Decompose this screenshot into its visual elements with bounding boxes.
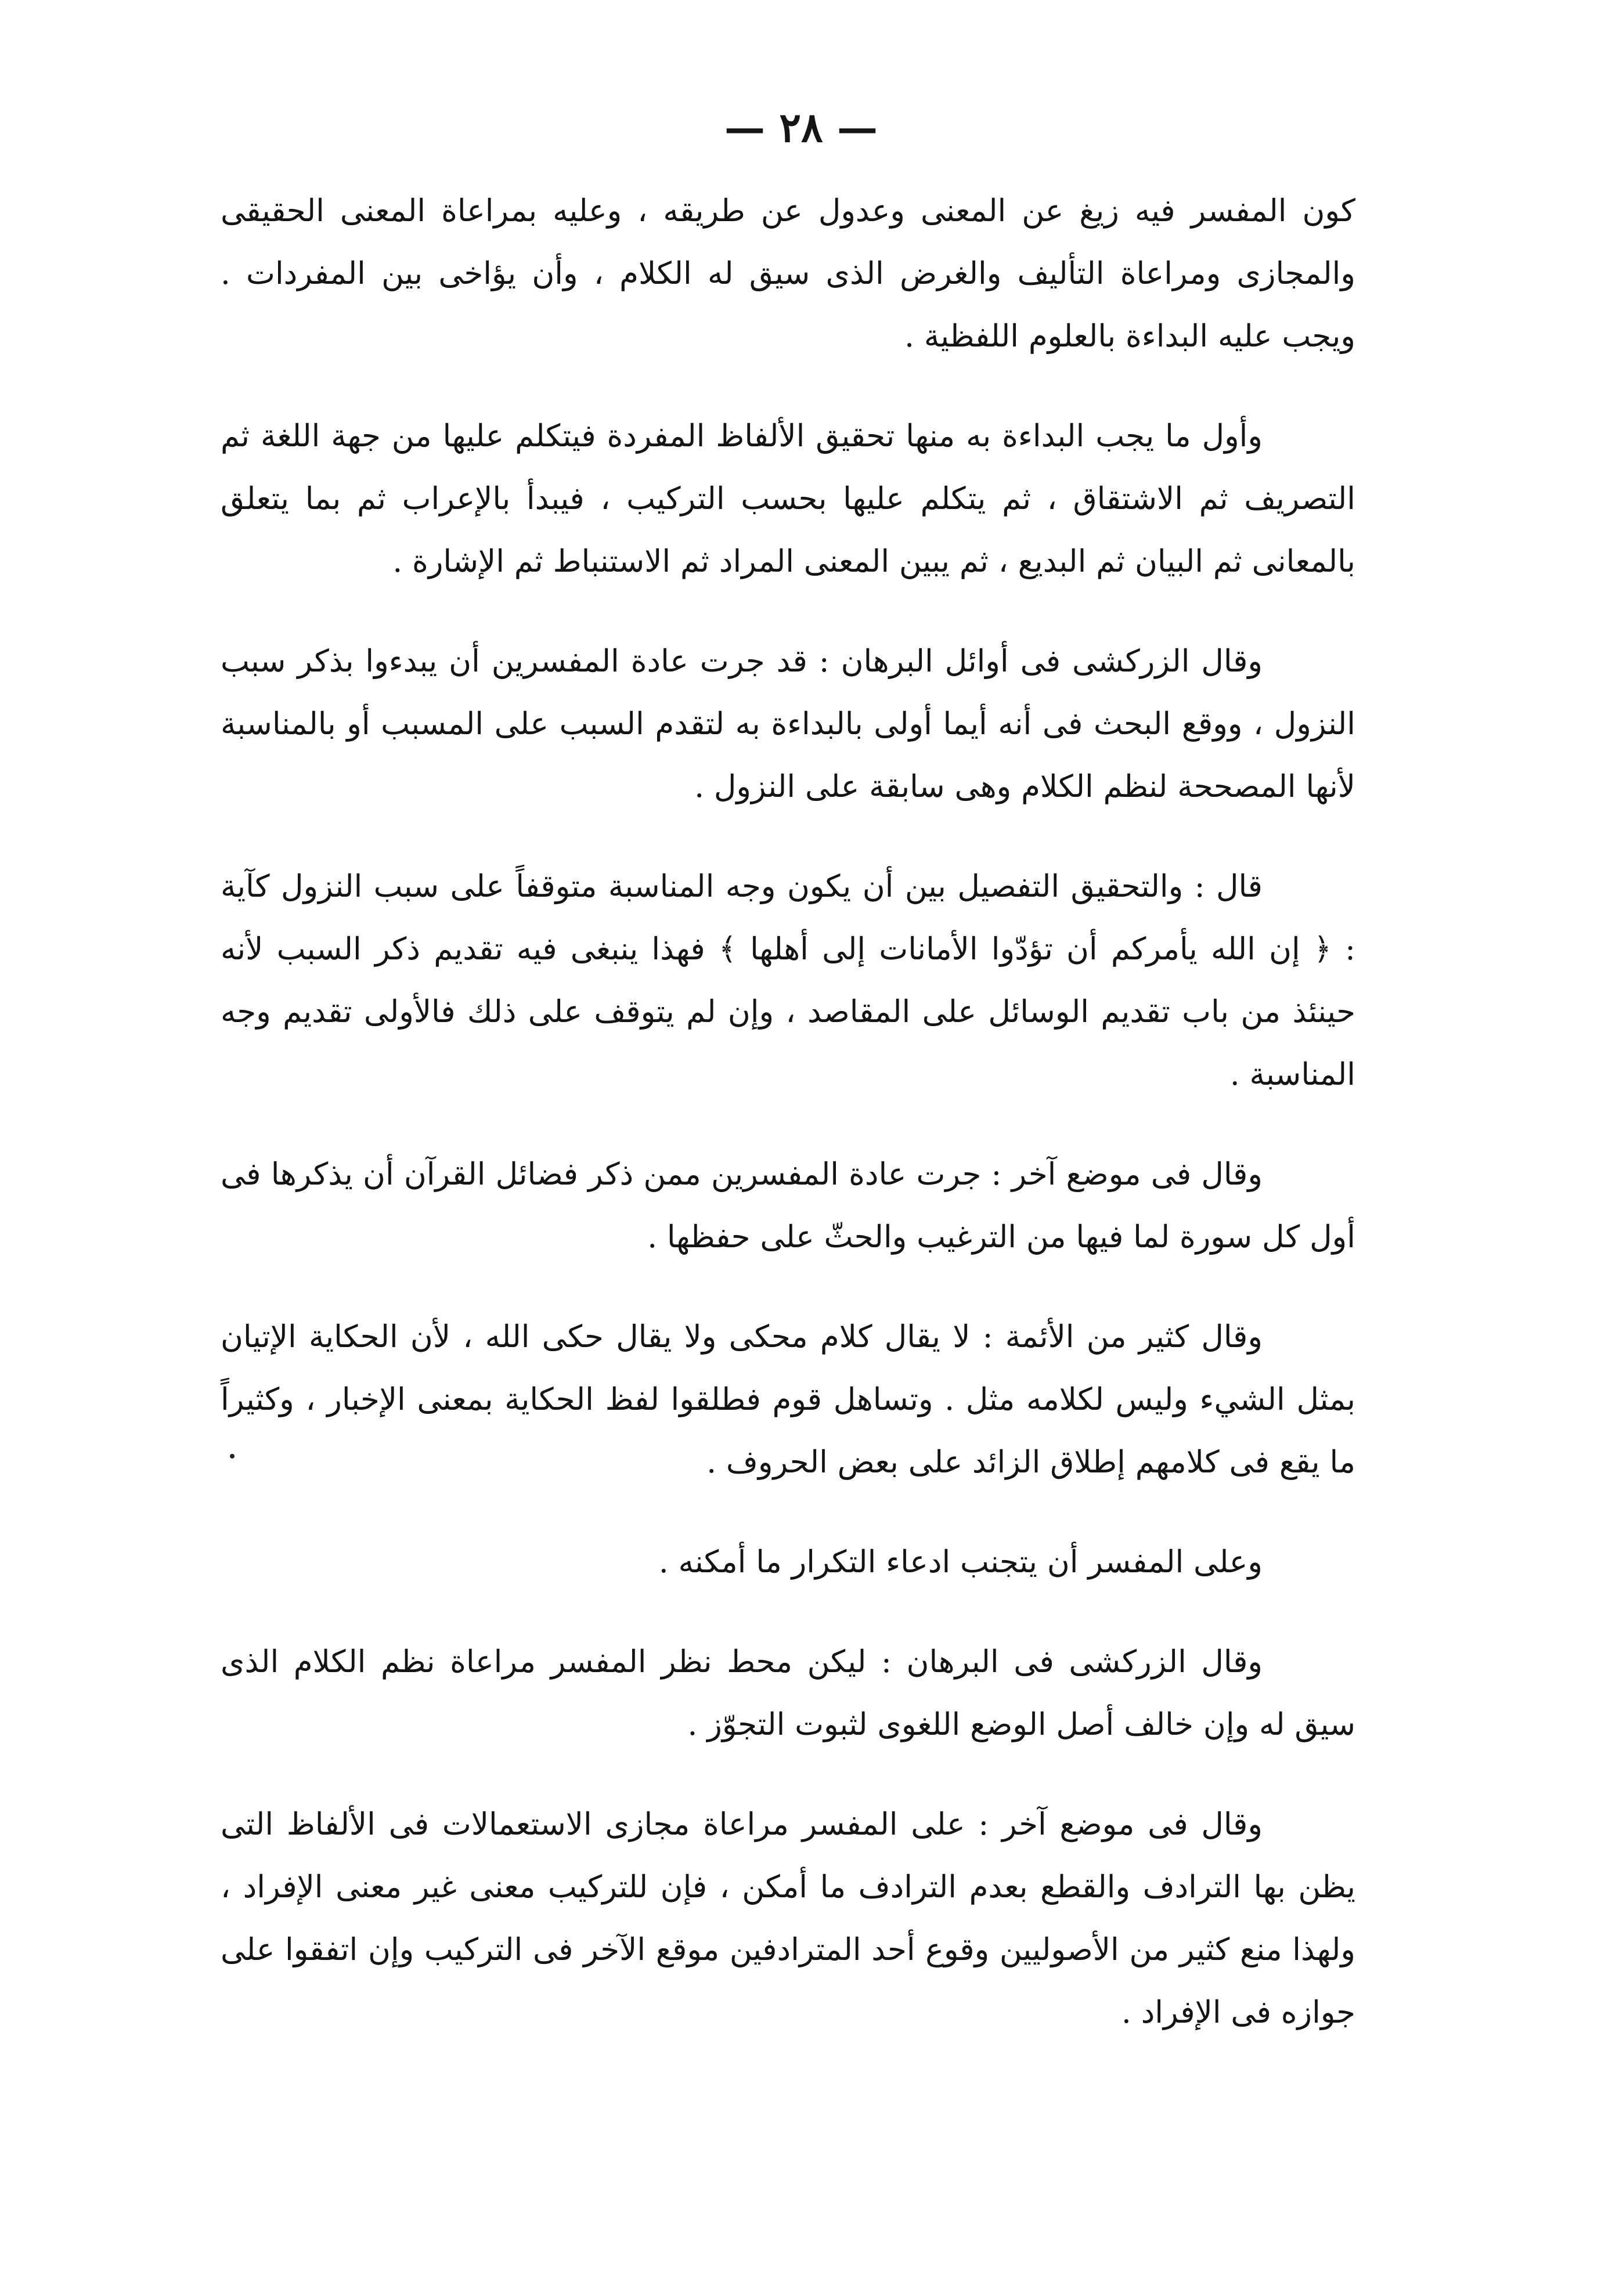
paragraph-5: وقال فى موضع آخر : جرت عادة المفسرين ممن ذكر فضائل القرآن أن يذكرها فى أول كل سورة لما فيها من الترغيب والحثّ على حفظها . bbox=[221, 1157, 1355, 1255]
body-text bbox=[221, 180, 1355, 2081]
paragraph-2: وأول ما يجب البداءة به منها تحقيق الألفاظ المفردة فيتكلم عليها من جهة اللغة ثم التصريف ثم الاشتقاق ، ثم يتكلم عليها بحسب التركيب ، فيبدأ بالإعراب ثم بما يتعلق بالمعانى ثم البيان ثم البديع ، ثم يبين المعنى المراد ثم الاستنباط ثم الإشارة . bbox=[221, 418, 1355, 579]
page-number: — ٢٨ — bbox=[724, 103, 878, 151]
paragraph-1: كون المفسر فيه زيغ عن المعنى وعدول عن طريقه ، وعليه بمراعاة المعنى الحقيقى والمجازى ومراعاة التأليف والغرض الذى سيق له الكلام ، وأن يؤاخى بين المفردات . ويجب عليه البداءة بالعلوم اللفظية . bbox=[221, 193, 1355, 354]
paragraph-9: وقال فى موضع آخر : على المفسر مراعاة مجازى الاستعمالات فى الألفاظ التى يظن بها الترادف والقطع بعدم الترادف ما أمكن ، فإن للتركيب معنى غير معنى الإفراد ، ولهذا منع كثير من الأصوليين وقوع أحد المترادفين موقع الآخر فى التركيب وإن اتفقوا على جوازه فى الإفراد . bbox=[221, 1807, 1355, 2030]
paragraph-8: وقال الزركشى فى البرهان : ليكن محط نظر المفسر مراعاة نظم الكلام الذى سيق له وإن خالف أصل الوضع اللغوى لثبوت التجوّز . bbox=[221, 1644, 1355, 1742]
scan-speck bbox=[230, 1454, 235, 1459]
paragraph-4: قال : والتحقيق التفصيل بين أن يكون وجه المناسبة متوقفاً على سبب النزول كآية : ﴿ إن الله يأمركم أن تؤدّوا الأمانات إلى أهلها ﴾ فهذا ينبغى فيه تقديم ذكر السبب لأنه حينئذ من باب تقديم الوسائل على المقاصد ، وإن لم يتوقف على ذلك فالأولى تقديم وجه المناسبة . bbox=[221, 869, 1355, 1092]
paragraph-6: وقال كثير من الأئمة : لا يقال كلام محكى ولا يقال حكى الله ، لأن الحكاية الإتيان بمثل الشيء وليس لكلامه مثل . وتساهل قوم فطلقوا لفظ الحكاية بمعنى الإخبار ، وكثيراً ما يقع فى كلامهم إطلاق الزائد على بعض الحروف . bbox=[221, 1319, 1355, 1480]
paragraph-7: وعلى المفسر أن يتجنب ادعاء التكرار ما أمكنه . bbox=[658, 1544, 1263, 1580]
paragraph-3: وقال الزركشى فى أوائل البرهان : قد جرت عادة المفسرين أن يبدءوا بذكر سبب النزول ، ووقع البحث فى أنه أيما أولى بالبداءة به لتقدم السبب على المسبب أو بالمناسبة لأنها المصححة لنظم الكلام وهى سابقة على النزول . bbox=[221, 644, 1355, 804]
